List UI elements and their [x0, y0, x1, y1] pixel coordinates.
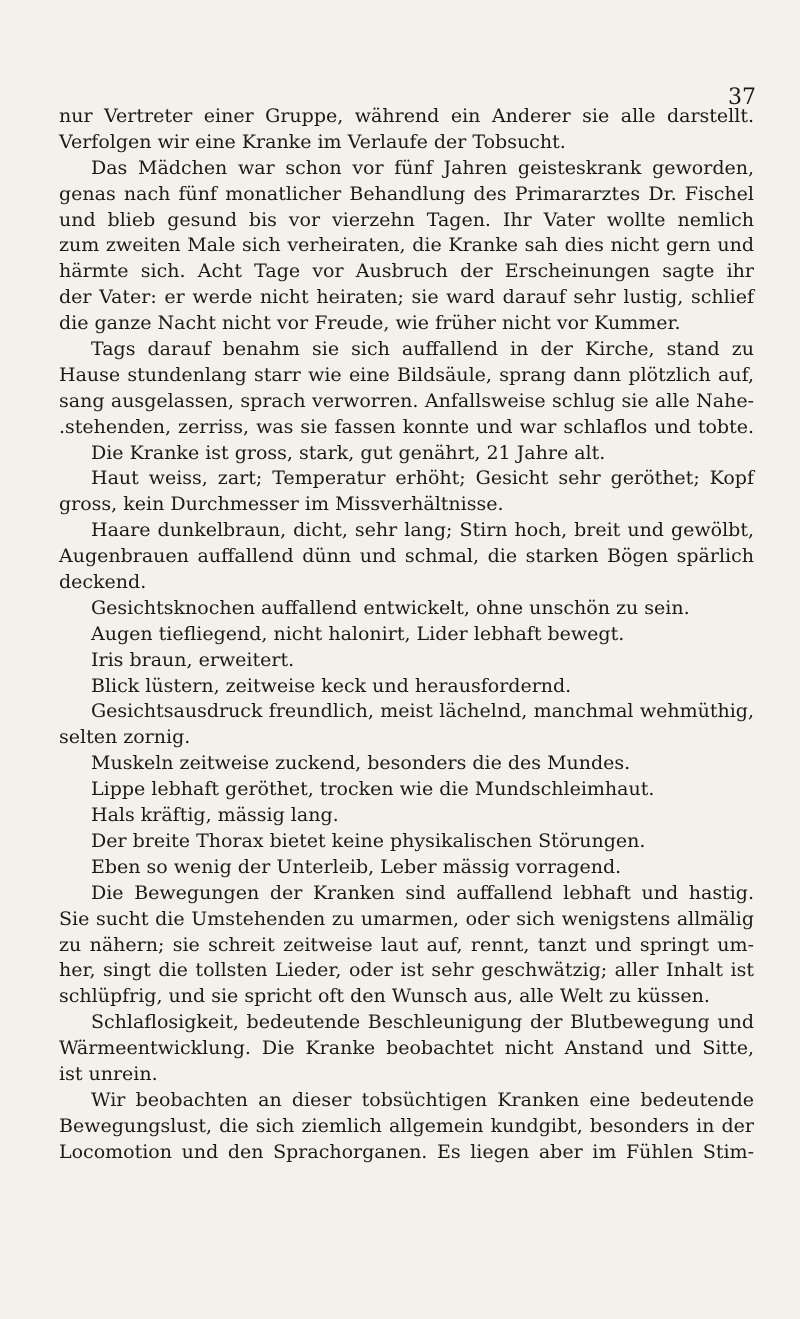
text-line: Haut weiss, zart; Temperatur erhöht; Gesicht sehr geröthet; Kopf	[91, 467, 754, 490]
text-line: Hals kräftig, mässig lang.	[91, 804, 339, 827]
text-line: Der breite Thorax bietet keine physikalischen Störungen.	[91, 829, 646, 852]
text-line: Wärmeentwicklung. Die Kranke beobachtet nicht Anstand und Sitte,	[59, 1037, 754, 1060]
text-line: Locomotion und den Sprachorganen. Es liegen aber im Fühlen Stim-	[59, 1140, 754, 1163]
text-line: Augenbrauen auffallend dünn und schmal, die starken Bögen spärlich	[59, 545, 754, 568]
text-line: deckend.	[59, 571, 147, 594]
text-line: Wir beobachten an dieser tobsüchtigen Kranken eine bedeutende	[91, 1088, 754, 1111]
text-line: selten zornig.	[59, 726, 191, 749]
text-line: Haare dunkelbraun, dicht, sehr lang; Stirn hoch, breit und gewölbt,	[91, 519, 754, 542]
text-line: und blieb gesund bis vor vierzehn Tagen. Ihr Vater wollte nemlich	[59, 208, 754, 231]
text-line: Augen tiefliegend, nicht halonirt, Lider lebhaft bewegt.	[91, 622, 625, 645]
text-line: ist unrein.	[59, 1062, 158, 1085]
text-line: Schlaflosigkeit, bedeutende Beschleunigung der Blutbewegung und	[91, 1011, 754, 1034]
text-line: Sie sucht die Umstehenden zu umarmen, oder sich wenigstens allmälig	[59, 907, 754, 930]
text-line: her, singt die tollsten Lieder, oder ist sehr geschwätzig; aller Inhalt ist	[59, 959, 754, 982]
text-line: Iris braun, erweitert.	[91, 648, 295, 671]
text-line: Verfolgen wir eine Kranke im Verlaufe der Tobsucht.	[59, 130, 566, 153]
text-line: Gesichtsausdruck freundlich, meist lächelnd, manchmal wehmüthig,	[91, 700, 754, 723]
text-line: Hause stundenlang starr wie eine Bildsäule, sprang dann plötzlich auf,	[59, 363, 754, 386]
text-line: .stehenden, zerriss, was sie fassen konnte und war schlaflos und tobte.	[59, 415, 754, 438]
text-line: Blick lüstern, zeitweise keck und herausfordernd.	[91, 674, 572, 697]
text-line: Eben so wenig der Unterleib, Leber mässig vorragend.	[91, 855, 622, 878]
text-line: Die Bewegungen der Kranken sind auffallend lebhaft und hastig.	[91, 881, 754, 904]
text-line: schlüpfrig, und sie spricht oft den Wunsch aus, alle Welt zu küssen.	[59, 985, 710, 1008]
text-line: die ganze Nacht nicht vor Freude, wie früher nicht vor Kummer.	[59, 312, 681, 335]
text-line: Lippe lebhaft geröthet, trocken wie die Mundschleimhaut.	[91, 778, 655, 801]
text-line: Muskeln zeitweise zuckend, besonders die des Mundes.	[91, 752, 631, 775]
text-line: Das Mädchen war schon vor fünf Jahren geisteskrank geworden,	[91, 156, 754, 179]
text-line: der Vater: er werde nicht heiraten; sie ward darauf sehr lustig, schlief	[59, 286, 754, 309]
text-line: zum zweiten Male sich verheiraten, die Kranke sah dies nicht gern und	[59, 234, 754, 257]
text-line: Bewegungslust, die sich ziemlich allgemein kundgibt, besonders in der	[59, 1114, 754, 1137]
text-line: Gesichtsknochen auffallend entwickelt, ohne unschön zu sein.	[91, 596, 690, 619]
text-line: Tags darauf benahm sie sich auffallend in der Kirche, stand zu	[91, 338, 754, 361]
page-number: 37	[728, 85, 756, 110]
text-line: härmte sich. Acht Tage vor Ausbruch der Erscheinungen sagte ihr	[59, 260, 754, 283]
body-text	[59, 104, 754, 1166]
text-line: zu nähern; sie schreit zeitweise laut auf, rennt, tanzt und springt um-	[59, 933, 754, 956]
text-line: Die Kranke ist gross, stark, gut genährt, 21 Jahre alt.	[91, 441, 606, 464]
text-line: nur Vertreter einer Gruppe, während ein Anderer sie alle darstellt.	[59, 105, 754, 127]
text-line: gross, kein Durchmesser im Missverhältnisse.	[59, 493, 504, 516]
text-line: sang ausgelassen, sprach verworren. Anfallsweise schlug sie alle Nahe-	[59, 389, 754, 412]
text-line: genas nach fünf monatlicher Behandlung des Primararztes Dr. Fischel	[59, 182, 754, 205]
